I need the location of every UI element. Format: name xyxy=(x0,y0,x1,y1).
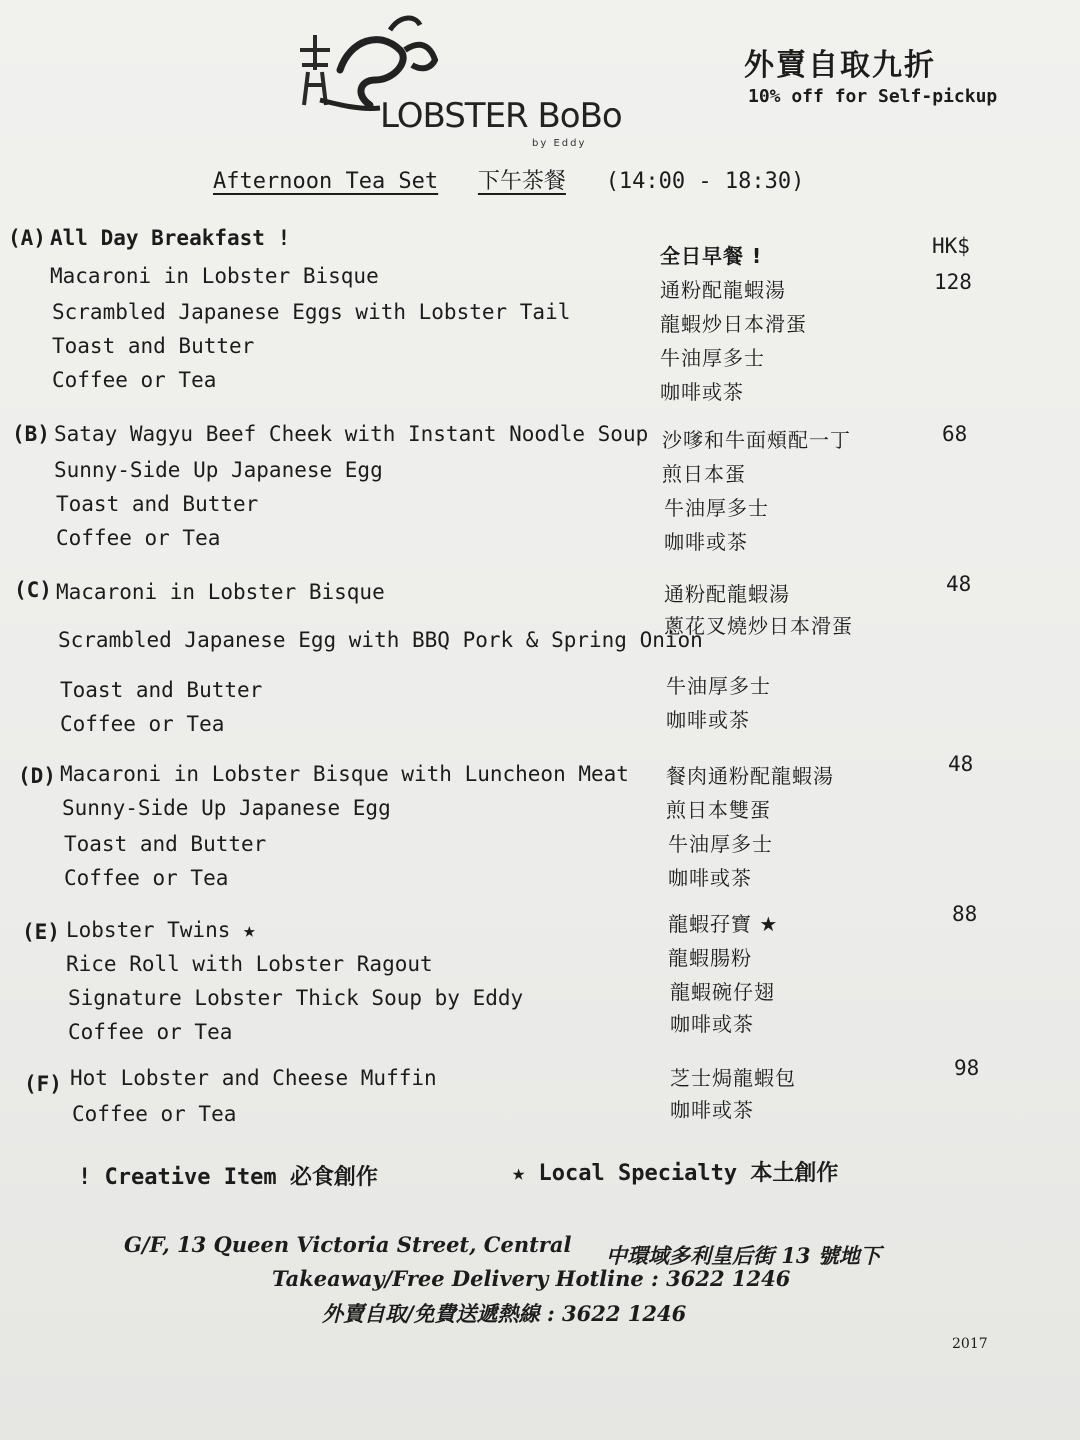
item-letter: (D) xyxy=(18,764,56,788)
item-component: Toast and Butter xyxy=(64,832,267,856)
address-zh: 中環域多利皇后街 13 號地下 xyxy=(606,1243,881,1268)
item-title: All Day Breakfast ! xyxy=(50,226,291,250)
item-letter: (F) xyxy=(24,1072,62,1096)
brand-sub: by Eddy xyxy=(532,138,587,149)
item-title: Macaroni in Lobster Bisque xyxy=(56,580,385,604)
item-component: Toast and Butter xyxy=(60,678,263,702)
item-title: Macaroni in Lobster Bisque with Luncheon Meat xyxy=(60,762,629,786)
item-price: 88 xyxy=(952,902,978,926)
item-component: Signature Lobster Thick Soup by Eddy xyxy=(68,986,524,1010)
item-letter: (C) xyxy=(14,578,52,602)
item-component: Toast and Butter xyxy=(56,492,259,516)
item-title-zh: 龍蝦孖寶 ★ xyxy=(668,912,779,936)
item-price: 48 xyxy=(948,752,974,776)
item-component: Coffee or Tea xyxy=(64,866,229,890)
item-title: Hot Lobster and Cheese Muffin xyxy=(70,1066,437,1090)
item-price: 98 xyxy=(954,1056,980,1080)
item-component: Coffee or Tea xyxy=(60,712,225,736)
item-title-zh: 芝士焗龍蝦包 xyxy=(670,1066,796,1090)
item-title-zh: 餐肉通粉配龍蝦湯 xyxy=(666,764,834,788)
promo-zh: 外賣自取九折 xyxy=(744,48,936,83)
item-component: Rice Roll with Lobster Ragout xyxy=(66,952,433,976)
item-component-zh: 咖啡或茶 xyxy=(670,1098,754,1122)
item-component-zh: 咖啡或茶 xyxy=(664,530,748,554)
item-component: Sunny-Side Up Japanese Egg xyxy=(62,796,391,820)
item-component: Coffee or Tea xyxy=(56,526,221,550)
item-component-zh: 牛油厚多士 xyxy=(666,674,771,698)
set-name-zh: 下午茶餐 xyxy=(477,169,566,194)
item-title-zh: 通粉配龍蝦湯 xyxy=(664,582,790,606)
currency-label: HK$ xyxy=(932,234,970,258)
item-component: Macaroni in Lobster Bisque xyxy=(50,264,379,288)
item-component-zh: 咖啡或茶 xyxy=(660,380,744,404)
item-price: 68 xyxy=(942,422,968,446)
item-component-zh: 牛油厚多士 xyxy=(664,496,769,520)
legend-creative: ! Creative Item 必食創作 xyxy=(78,1165,378,1190)
set-name-en: Afternoon Tea Set xyxy=(213,169,439,194)
logo xyxy=(280,10,700,160)
item-component-zh: 咖啡或茶 xyxy=(670,1012,754,1036)
item-component-zh: 咖啡或茶 xyxy=(666,708,750,732)
legend-local: ★ Local Specialty 本土創作 xyxy=(512,1161,839,1186)
item-letter: (A) xyxy=(8,226,46,250)
set-title xyxy=(213,164,804,195)
item-component-zh: 龍蝦炒日本滑蛋 xyxy=(660,312,807,336)
item-component-zh: 通粉配龍蝦湯 xyxy=(660,278,786,302)
item-component: Toast and Butter xyxy=(52,334,255,358)
item-component: Coffee or Tea xyxy=(52,368,217,392)
item-component-zh: 蔥花叉燒炒日本滑蛋 xyxy=(664,614,853,638)
brand-name: LOBSTER BoBo xyxy=(380,96,622,136)
item-component-zh: 龍蝦碗仔翅 xyxy=(670,980,775,1004)
item-letter: (B) xyxy=(12,422,50,446)
item-title-zh: 全日早餐 ! xyxy=(660,244,763,268)
item-title-zh: 沙嗲和牛面頰配一丁 xyxy=(662,428,851,452)
item-title: Satay Wagyu Beef Cheek with Instant Noodle Soup xyxy=(54,422,649,446)
item-title: Lobster Twins ★ xyxy=(66,918,256,942)
item-component: Scrambled Japanese Egg with BBQ Pork & Spring Onion xyxy=(58,628,703,652)
print-year: 2017 xyxy=(952,1336,988,1352)
item-component-zh: 牛油厚多士 xyxy=(668,832,773,856)
item-component-zh: 牛油厚多士 xyxy=(660,346,765,370)
item-component-zh: 煎日本雙蛋 xyxy=(666,798,771,822)
set-hours: (14:00 - 18:30) xyxy=(605,169,805,194)
address-en: G/F, 13 Queen Victoria Street, Central xyxy=(124,1232,572,1257)
item-component: Scrambled Japanese Eggs with Lobster Tail xyxy=(52,300,571,324)
item-price: 48 xyxy=(946,572,972,596)
promo-en: 10% off for Self-pickup xyxy=(748,86,998,107)
item-component-zh: 咖啡或茶 xyxy=(668,866,752,890)
item-component: Coffee or Tea xyxy=(72,1102,237,1126)
item-component: Sunny-Side Up Japanese Egg xyxy=(54,458,383,482)
item-component: Coffee or Tea xyxy=(68,1020,233,1044)
item-price: 128 xyxy=(934,270,972,294)
hotline-en: Takeaway/Free Delivery Hotline : 3622 1246 xyxy=(272,1266,791,1291)
item-component-zh: 龍蝦腸粉 xyxy=(668,946,752,970)
item-component-zh: 煎日本蛋 xyxy=(662,462,746,486)
hotline-zh: 外賣自取/免費送遞熱線 : 3622 1246 xyxy=(322,1301,687,1326)
item-letter: (E) xyxy=(22,920,60,944)
